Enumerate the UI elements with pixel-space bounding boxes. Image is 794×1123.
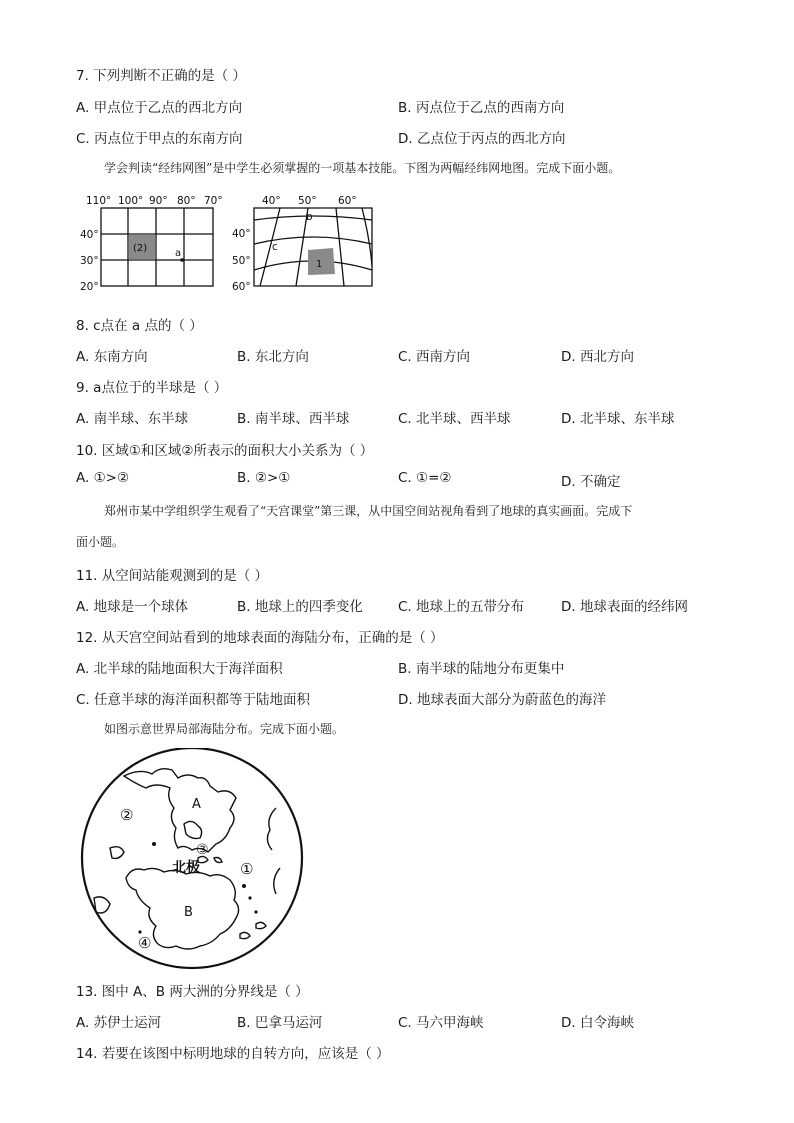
lat-label: 40°: [80, 229, 99, 241]
q12-option-b[interactable]: B. 南半球的陆地分布更集中: [398, 661, 565, 677]
lon-label: 40°: [262, 195, 281, 207]
lon-label: 80°: [177, 195, 196, 207]
q10-stem: 10. 区域①和区域②所表示的面积大小关系为（ ）: [76, 443, 374, 459]
q7-stem: 7. 下列判断不正确的是（ ）: [76, 68, 246, 84]
label-1: ①: [240, 860, 254, 878]
lon-label: 90°: [149, 195, 168, 207]
label-2: ②: [120, 806, 134, 824]
q13-option-d[interactable]: D. 白令海峡: [561, 1015, 634, 1031]
lon-label: 110°: [86, 195, 112, 207]
lon-label: 70°: [204, 195, 223, 207]
q11-option-c[interactable]: C. 地球上的五带分布: [398, 599, 525, 615]
label-a: A: [192, 797, 201, 812]
q8-option-a[interactable]: A. 东南方向: [76, 349, 148, 365]
q7-option-a[interactable]: A. 甲点位于乙点的西北方向: [76, 100, 243, 116]
point-a-label: a: [175, 248, 182, 259]
point-c-label: c: [272, 241, 278, 253]
q8-stem: 8. c点在 a 点的（ ）: [76, 318, 203, 334]
q9-option-d[interactable]: D. 北半球、东半球: [561, 411, 675, 427]
q10-option-c[interactable]: C. ①=②: [398, 470, 452, 486]
q9-option-a[interactable]: A. 南半球、东半球: [76, 411, 189, 427]
q12-option-a[interactable]: A. 北半球的陆地面积大于海洋面积: [76, 661, 283, 677]
region-2-label: (2): [133, 243, 148, 254]
q14-stem: 14. 若要在该图中标明地球的自转方向，应该是（ ）: [76, 1046, 390, 1062]
lat-label: 20°: [80, 281, 99, 293]
q9-option-b[interactable]: B. 南半球、西半球: [237, 411, 350, 427]
region-1-label: 1: [316, 259, 323, 270]
q7-option-c[interactable]: C. 丙点位于甲点的东南方向: [76, 131, 243, 147]
left-graticule-map: [76, 190, 226, 295]
q11-option-b[interactable]: B. 地球上的四季变化: [237, 599, 363, 615]
lat-label: 30°: [80, 255, 99, 267]
q9-stem: 9. a点位于的半球是（ ）: [76, 380, 228, 396]
intro-land-sea: 如图示意世界局部海陆分布。完成下面小题。: [104, 722, 345, 736]
q7-option-b[interactable]: B. 丙点位于乙点的西南方向: [398, 100, 565, 116]
lon-label: 50°: [298, 195, 317, 207]
label-3: ③: [196, 842, 209, 858]
intro-space-station-line1: 郑州市某中学组织学生观看了“天宫课堂”第三课，从中国空间站视角看到了地球的真实画面。完成下: [104, 504, 633, 518]
q12-option-d[interactable]: D. 地球表面大部分为蔚蓝色的海洋: [398, 692, 606, 708]
right-graticule-map: [228, 190, 378, 295]
q10-option-a[interactable]: A. ①>②: [76, 470, 130, 486]
q8-option-c[interactable]: C. 西南方向: [398, 349, 471, 365]
q13-stem: 13. 图中 A、B 两大洲的分界线是（ ）: [76, 984, 309, 1000]
lat-label: 50°: [232, 255, 251, 267]
polar-globe-map: [80, 748, 310, 970]
label-north-pole: 北极: [172, 860, 200, 876]
lon-label: 100°: [118, 195, 144, 207]
q11-option-a[interactable]: A. 地球是一个球体: [76, 599, 189, 615]
point-b-label: b: [306, 211, 313, 223]
q7-option-d[interactable]: D. 乙点位于丙点的西北方向: [398, 131, 566, 147]
lon-label: 60°: [338, 195, 357, 207]
q13-option-a[interactable]: A. 苏伊士运河: [76, 1015, 162, 1031]
q8-option-b[interactable]: B. 东北方向: [237, 349, 309, 365]
lat-label: 60°: [232, 281, 251, 293]
q8-option-d[interactable]: D. 西北方向: [561, 349, 634, 365]
q9-option-c[interactable]: C. 北半球、西半球: [398, 411, 511, 427]
q10-option-b[interactable]: B. ②>①: [237, 470, 291, 486]
intro-space-station-line2: 面小题。: [76, 535, 125, 549]
q12-option-c[interactable]: C. 任意半球的海洋面积都等于陆地面积: [76, 692, 311, 708]
q12-stem: 12. 从天宫空间站看到的地球表面的海陆分布，正确的是（ ）: [76, 630, 444, 646]
lat-label: 40°: [232, 228, 251, 240]
label-4: ④: [138, 934, 152, 952]
label-b: B: [184, 905, 193, 920]
intro-latlon: 学会判读“经纬网图”是中学生必须掌握的一项基本技能。下图为两幅经纬网地图。完成下面小题。: [104, 161, 621, 175]
q10-option-d[interactable]: D. 不确定: [561, 474, 621, 490]
q11-option-d[interactable]: D. 地球表面的经纬网: [561, 599, 688, 615]
q11-stem: 11. 从空间站能观测到的是（ ）: [76, 568, 269, 584]
q13-option-b[interactable]: B. 巴拿马运河: [237, 1015, 323, 1031]
q13-option-c[interactable]: C. 马六甲海峡: [398, 1015, 484, 1031]
